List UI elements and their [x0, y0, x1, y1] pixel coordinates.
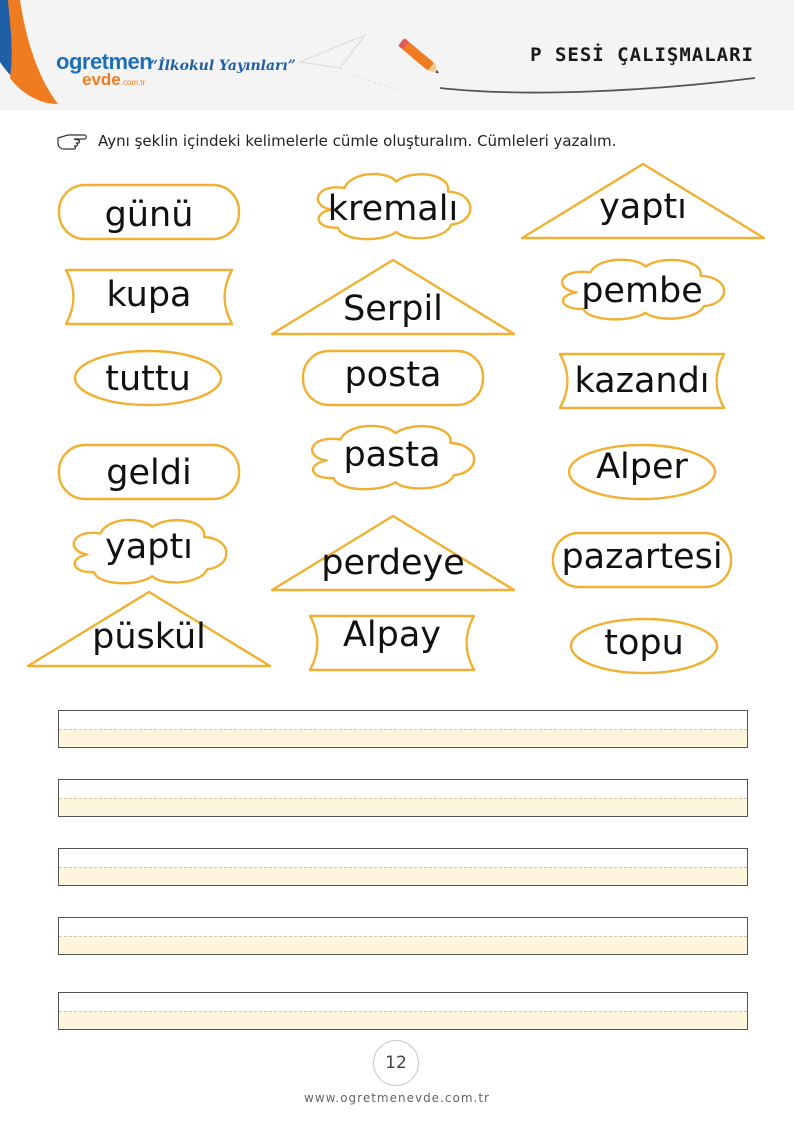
word-card-12 — [568, 444, 716, 500]
word-card-18 — [570, 618, 718, 674]
word-text: perdeye — [321, 543, 465, 583]
word-text: tuttu — [105, 359, 191, 399]
writing-line-2[interactable] — [58, 779, 748, 817]
word-text: Alpay — [342, 615, 442, 655]
word-card-10 — [58, 444, 240, 500]
title-underline — [440, 78, 755, 93]
word-text: pazartesi — [561, 537, 723, 577]
word-card-11 — [306, 422, 478, 492]
writing-line-3[interactable] — [58, 848, 748, 886]
paper-plane-icon — [300, 35, 365, 68]
writing-guide-dashed — [59, 798, 747, 799]
footer-url: www.ogretmenevde.com.tr — [304, 1091, 490, 1105]
logo-suffix: .com.tr — [120, 78, 146, 87]
word-text: kremalı — [327, 189, 459, 229]
word-text: kazandı — [574, 361, 710, 401]
word-text: posta — [344, 355, 442, 395]
instruction-text: Aynı şeklin içindeki kelimelerle cümle oluşturalım. Cümleleri yazalım. — [98, 132, 617, 150]
word-text: geldi — [106, 453, 192, 493]
word-text: pembe — [581, 271, 703, 311]
word-card-2 — [312, 170, 474, 242]
word-card-5 — [270, 258, 516, 336]
word-text: Alper — [596, 447, 688, 487]
writing-guide-dashed — [59, 936, 747, 937]
writing-line-4[interactable] — [58, 917, 748, 955]
word-card-6 — [556, 256, 728, 322]
logo-line2 — [82, 72, 152, 91]
word-text: yaptı — [599, 187, 687, 227]
word-card-4 — [64, 268, 234, 326]
writing-line-5[interactable] — [58, 992, 748, 1030]
pointing-hand-icon — [56, 130, 88, 152]
brand-logo — [56, 49, 153, 91]
writing-line-1[interactable] — [58, 710, 748, 748]
word-text: yaptı — [105, 527, 193, 567]
writing-guide-fill — [59, 936, 747, 954]
word-text: günü — [104, 195, 194, 235]
word-card-7 — [74, 350, 222, 406]
word-text: topu — [604, 623, 684, 663]
writing-guide-fill — [59, 1011, 747, 1029]
word-card-3 — [520, 162, 766, 240]
orange-corner-swoosh — [8, 0, 58, 104]
writing-guide-dashed — [59, 867, 747, 868]
word-card-17 — [308, 614, 476, 672]
instruction — [56, 128, 616, 154]
word-card-1 — [58, 184, 240, 240]
logo-evde: evde — [82, 70, 121, 89]
writing-guide-fill — [59, 729, 747, 747]
word-card-9 — [558, 352, 726, 410]
writing-guide-fill — [59, 798, 747, 816]
page-number: 12 — [373, 1040, 419, 1086]
writing-guide-dashed — [59, 729, 747, 730]
logo-line1: ogretmen — [56, 49, 153, 74]
word-card-15 — [552, 532, 732, 588]
publisher-name: “İlkokul Yayınları” — [150, 58, 296, 74]
word-card-14 — [270, 514, 516, 592]
writing-guide-dashed — [59, 1011, 747, 1012]
word-text: kupa — [106, 275, 192, 315]
word-card-13 — [68, 516, 230, 586]
word-text: püskül — [92, 617, 206, 657]
word-text: pasta — [343, 435, 441, 475]
page-title: P SESİ ÇALIŞMALARI — [530, 44, 754, 66]
word-text: Serpil — [343, 289, 443, 329]
writing-guide-fill — [59, 867, 747, 885]
word-card-16 — [26, 590, 272, 668]
pencil-icon — [398, 38, 442, 77]
word-card-8 — [302, 350, 484, 406]
